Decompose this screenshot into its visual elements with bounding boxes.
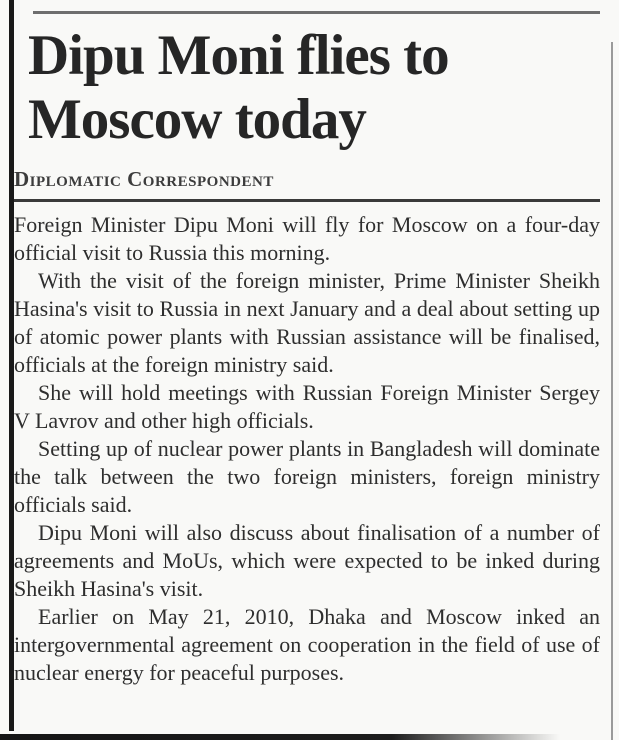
article-body — [14, 211, 600, 687]
headline-line1: Dipu Moni flies to — [28, 24, 449, 87]
paragraph: Dipu Moni will also discuss about finalisation of a number of agreements and MoUs, which were expected to be inked during Sheikh Hasina's visit. — [14, 520, 600, 601]
paragraph: With the visit of the foreign minister, Prime Minister Sheikh Hasina's visit to Russia in next January and a deal about setting up of atomic power plants with Russian assistance will be finalised, officials at the foreign ministry said. — [14, 268, 600, 377]
headline — [28, 24, 600, 152]
headline-line2: Moscow today — [28, 88, 366, 151]
right-column-rule — [611, 42, 613, 740]
byline-rule — [14, 199, 600, 202]
bottom-rule — [0, 734, 560, 740]
paragraph: Foreign Minister Dipu Moni will fly for Moscow on a four-day official visit to Russia this morning. — [14, 212, 600, 265]
paragraph: Earlier on May 21, 2010, Dhaka and Moscow inked an intergovernmental agreement on cooperation in the field of use of nuclear energy for peaceful purposes. — [14, 604, 600, 685]
article-content — [14, 0, 600, 687]
paragraph: Setting up of nuclear power plants in Bangladesh will dominate the talk between the two foreign ministers, foreign ministry officials said. — [14, 436, 600, 517]
paragraph: She will hold meetings with Russian Foreign Minister Sergey V Lavrov and other high officials. — [14, 380, 600, 433]
byline: Diplomatic Correspondent — [14, 167, 274, 191]
